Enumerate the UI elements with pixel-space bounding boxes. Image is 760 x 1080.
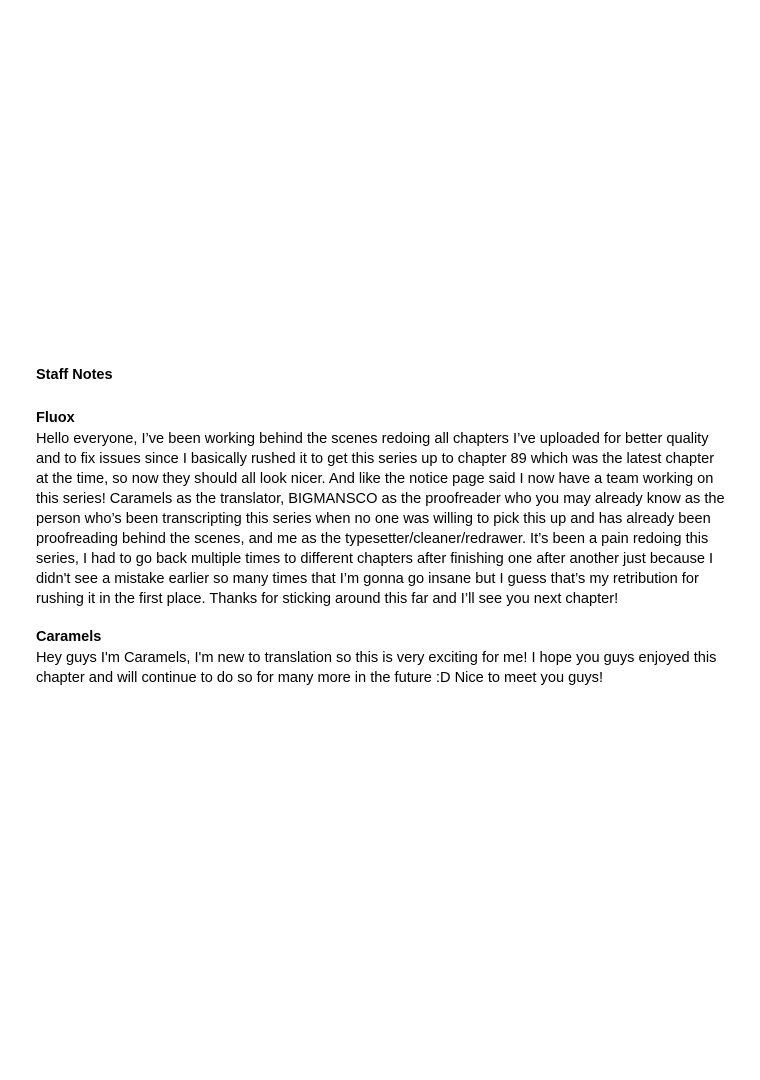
staff-entry-fluox [36,408,729,610]
staff-member-note: Hey guys I'm Caramels, I'm new to translation so this is very exciting for me! I hope you guys enjoyed this chapter and will continue to do so for many more in the future :D Nice to meet you guys! [36,650,721,687]
staff-member-note: Hello everyone, I’ve been working behind the scenes redoing all chapters I’ve uploaded for better quality and to fix issues since I basically rushed it to get this series up to chapter 89 which was the latest chapter at the time, so now they should all look nicer. And like the notice page said I now have a team working on this series! Caramels as the translator, BIGMANSCO as the proofreader who you may already know as the person who’s been transcripting this series when no one was willing to pick this up and has already been proofreading behind the scenes, and me as the typesetter/cleaner/redrawer. It’s been a pain redoing this series, I had to go back multiple times to different chapters after finishing one after another just because I didn't see a mistake earlier so many times that I’m gonna go insane but I guess that’s my retribution for rushing it in the first place. Thanks for sticking around this far and I’ll see you next chapter! [36,430,729,608]
page-title: Staff Notes [36,367,113,383]
staff-member-name: Fluox [36,409,75,426]
staff-notes-section [36,366,729,688]
staff-member-name: Caramels [36,629,102,646]
staff-entry-caramels [36,627,726,688]
